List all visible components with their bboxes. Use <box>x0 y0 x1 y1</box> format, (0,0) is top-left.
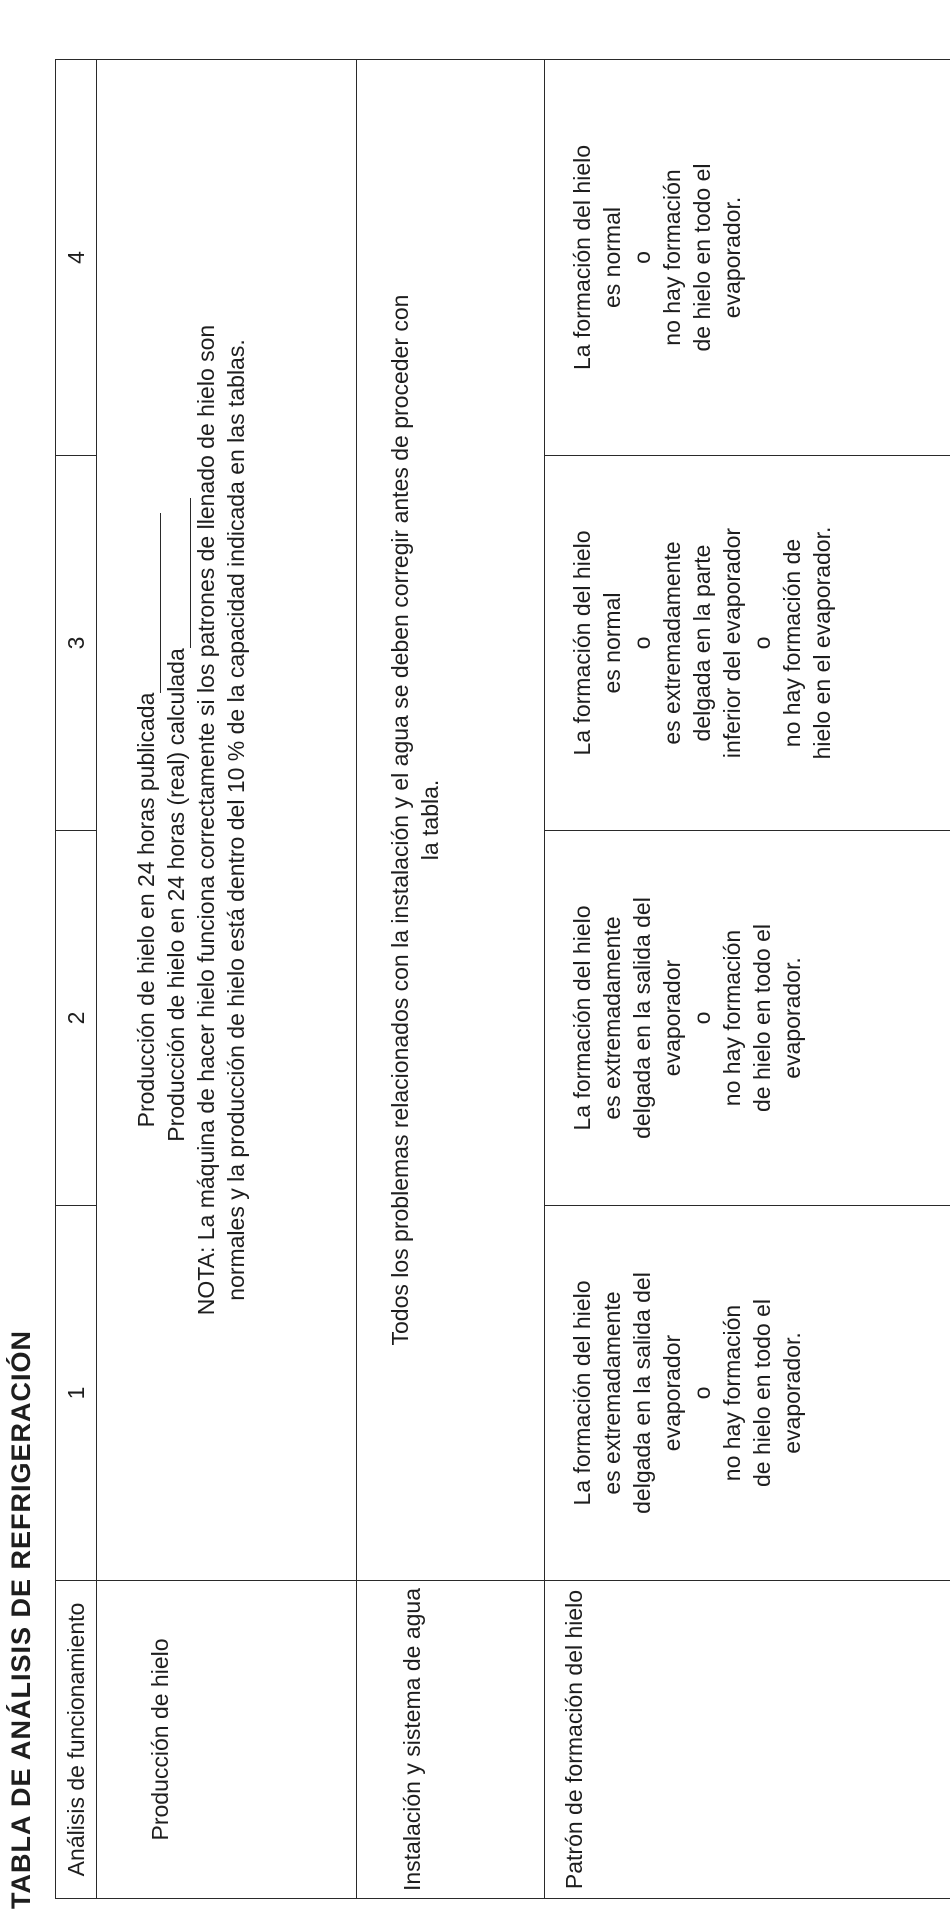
installation-content <box>357 60 545 1581</box>
installation-text-1: Todos los problemas relacionados con la instalación y el agua se deben corregir antes de proceder con <box>387 294 413 1346</box>
published-production-line: Producción de hielo en 24 horas publicada <box>131 60 161 1580</box>
note-line-2: normales y la producción de hielo está dentro del 10 % de la capacidad indicada en las tablas. <box>223 339 249 1301</box>
pattern-text-line: es normal <box>599 592 625 694</box>
pattern-text-line: no hay formación <box>719 929 745 1107</box>
pattern-text-line: o <box>689 1386 715 1400</box>
calculated-production-blank[interactable] <box>168 498 191 648</box>
ice-production-content <box>97 60 357 1581</box>
pattern-text-line: evaporador <box>659 959 685 1077</box>
pattern-text-line: o <box>689 1011 715 1025</box>
pattern-text-line: La formación del hielo <box>569 1280 595 1506</box>
calculated-production-line: Producción de hielo en 24 horas (real) calculada <box>161 60 191 1580</box>
pattern-text-line: evaporador. <box>779 957 805 1079</box>
table-row-ice-production <box>97 60 357 1899</box>
header-col-4: 4 <box>56 60 97 456</box>
pattern-text-line: La formación del hielo <box>569 905 595 1131</box>
pattern-text-line: es extremadamente <box>599 1291 625 1495</box>
row-label-ice-pattern: Patrón de formación del hielo <box>545 1581 950 1899</box>
pattern-text-line: delgada en la salida del <box>629 1272 655 1514</box>
pattern-text-line: delgada en la parte <box>689 544 715 742</box>
pattern-text-line: es extremadamente <box>599 916 625 1120</box>
pattern-text-line: es extremadamente <box>659 541 685 745</box>
page-title: TABLA DE ANÁLISIS DE REFRIGERACIÓN <box>6 1329 36 1909</box>
pattern-text-line: no hay formación <box>659 169 685 346</box>
header-col-1: 1 <box>56 1206 97 1581</box>
pattern-text-line: de hielo en todo el <box>689 163 715 352</box>
pattern-text-line: de hielo en todo el <box>749 924 775 1112</box>
pattern-text-line: delgada en la salida del <box>629 897 655 1139</box>
pattern-text-line: hielo en el evaporador. <box>809 526 835 760</box>
row-label-ice-production: Producción de hielo <box>97 1581 357 1899</box>
pattern-cell-2 <box>545 831 950 1206</box>
header-col-3: 3 <box>56 456 97 831</box>
pattern-cell-1 <box>545 1206 950 1581</box>
header-row <box>56 60 97 1899</box>
pattern-text-line: evaporador. <box>719 196 745 319</box>
row-label-installation: Instalación y sistema de agua <box>357 1581 545 1899</box>
pattern-text-line: inferior del evaporador <box>719 527 745 759</box>
pattern-text-line: o <box>629 636 655 650</box>
refrigeration-analysis-table <box>55 59 950 1899</box>
pattern-text-line: La formación del hielo <box>569 144 595 371</box>
installation-text-2: la tabla. <box>417 779 443 861</box>
pattern-text-line: La formación del hielo <box>569 530 595 756</box>
table-row-ice-pattern <box>545 60 950 1899</box>
header-label: Análisis de funcionamiento <box>56 1581 97 1899</box>
pattern-text-line: o <box>749 636 775 650</box>
pattern-text-line: no hay formación de <box>779 538 805 748</box>
pattern-text-line: no hay formación <box>719 1304 745 1482</box>
pattern-text-line: es normal <box>599 207 625 308</box>
pattern-text-line: de hielo en todo el <box>749 1299 775 1487</box>
table-row-installation <box>357 60 545 1899</box>
pattern-cell-3 <box>545 456 950 831</box>
note-line-1: NOTA: La máquina de hacer hielo funciona correctamente si los patrones de llenado de hielo son <box>193 324 219 1316</box>
pattern-text-line: evaporador. <box>779 1332 805 1454</box>
pattern-text-line: evaporador <box>659 1334 685 1452</box>
pattern-text-line: o <box>629 251 655 264</box>
pattern-cell-4 <box>545 60 950 456</box>
published-production-blank[interactable] <box>138 513 161 693</box>
header-col-2: 2 <box>56 831 97 1206</box>
